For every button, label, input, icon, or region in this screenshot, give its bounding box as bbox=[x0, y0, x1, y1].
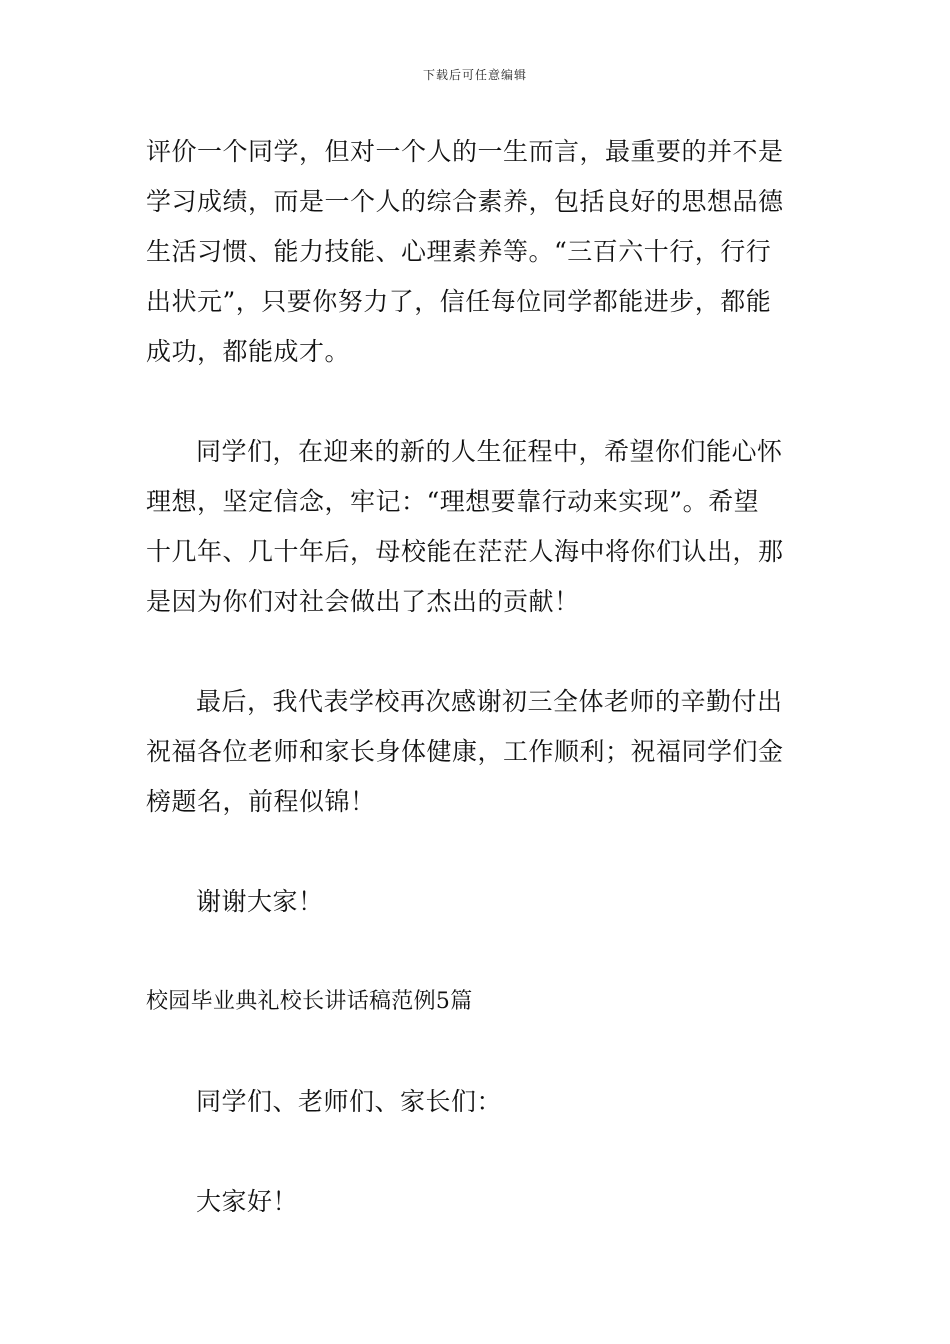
paragraph-1 bbox=[146, 127, 806, 377]
paragraph-line: 出状元”，只要你努力了，信任每位同学都能进步，都能 bbox=[146, 287, 772, 316]
thanks-line bbox=[146, 877, 806, 927]
paragraph-line: 成功，都能成才。 bbox=[146, 337, 351, 366]
spacer bbox=[146, 827, 806, 877]
header-note: 下载后可任意编辑 bbox=[422, 68, 527, 82]
greeting-text: 大家好！ bbox=[196, 1187, 299, 1216]
document-body bbox=[146, 127, 806, 1227]
paragraph-line: 最后，我代表学校再次感谢初三全体老师的辛勤付出 bbox=[196, 687, 783, 716]
salutation-line bbox=[146, 1077, 806, 1127]
paragraph-line: 祝福各位老师和家长身体健康，工作顺利；祝福同学们金 bbox=[146, 737, 784, 766]
thanks-text: 谢谢大家！ bbox=[196, 887, 324, 916]
spacer bbox=[146, 627, 806, 677]
paragraph-line: 榜题名，前程似锦！ bbox=[146, 787, 376, 816]
paragraph-line: 是因为你们对社会做出了杰出的贡献！ bbox=[146, 587, 580, 616]
section-title: 校园毕业典礼校长讲话稿范例5篇 bbox=[146, 989, 473, 1014]
paragraph-line: 理想，坚定信念，牢记：“理想要靠行动来实现”。希望 bbox=[146, 487, 760, 516]
salutation-text: 同学们、老师们、家长们： bbox=[196, 1087, 503, 1116]
paragraph-line: 十几年、几十年后，母校能在茫茫人海中将你们认出，那 bbox=[146, 537, 784, 566]
paragraph-line: 学习成绩，而是一个人的综合素养，包括良好的思想品德 bbox=[146, 187, 784, 216]
paragraph-line: 生活习惯、能力技能、心理素养等。“三百六十行，行行 bbox=[146, 237, 772, 266]
paragraph-line: 同学们，在迎来的新的人生征程中，希望你们能心怀 bbox=[196, 437, 783, 466]
spacer bbox=[146, 927, 806, 977]
spacer bbox=[146, 377, 806, 427]
paragraph-3 bbox=[146, 677, 806, 827]
spacer bbox=[146, 1127, 806, 1177]
spacer bbox=[146, 1027, 806, 1077]
greeting-line bbox=[146, 1177, 806, 1227]
paragraph-line: 评价一个同学，但对一个人的一生而言，最重要的并不是 bbox=[146, 137, 784, 166]
paragraph-2 bbox=[146, 427, 806, 627]
